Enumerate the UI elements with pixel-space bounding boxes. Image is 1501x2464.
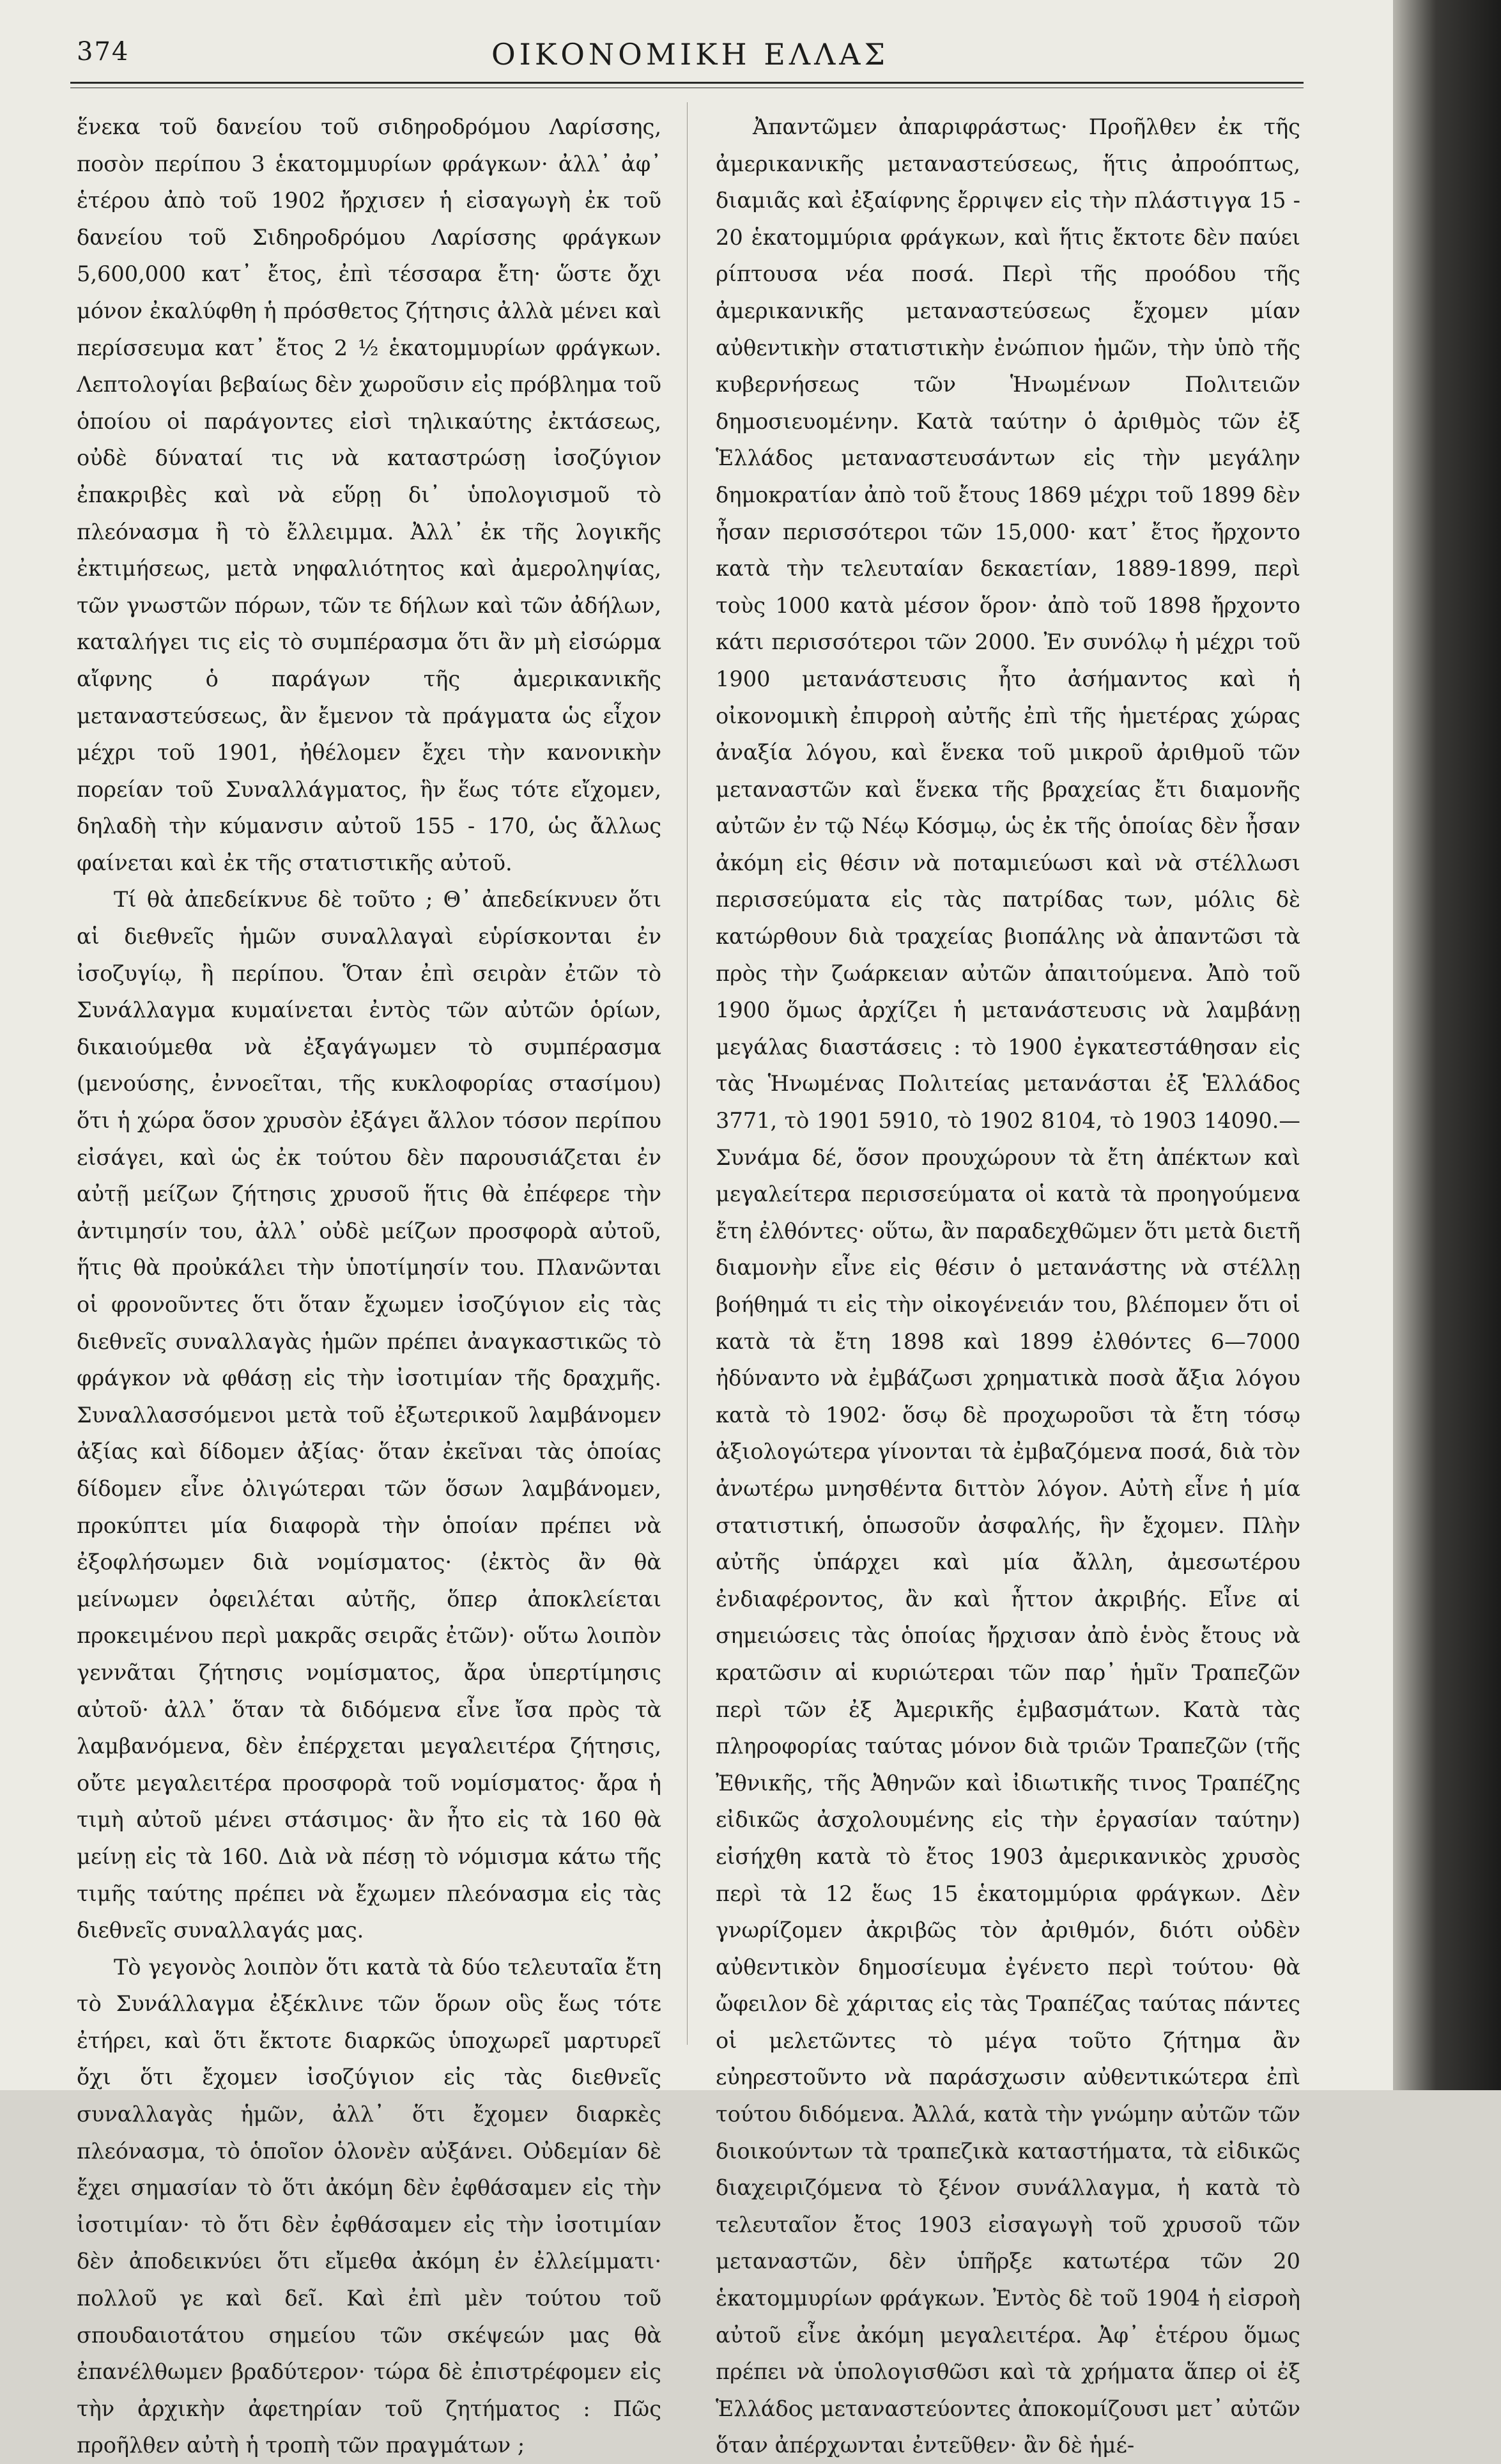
paragraph: Τὸ γεγονὸς λοιπὸν ὅτι κατὰ τὰ δύο τελευταῖα ἔτη τὸ Συνάλλαγμα ἐξέκλινε τῶν ὅρων οὓς ἕως τότε ἐτήρει, καὶ ὅτι ἔκτοτε διαρκῶς ὑποχωρεῖ μαρτυρεῖ ὄχι ὅτι ἔχομεν ἰσοζύγιον εἰς τὰς διεθνεῖς συναλλαγὰς ἡμῶν, ἀλλ᾽ ὅτι ἔχομεν διαρκὲς πλεόνασμα, τὸ ὁποῖον ὁλονὲν αὐξάνει. Οὐδεμίαν δὲ ἔχει σημασίαν τὸ ὅτι ἀκόμη δὲν ἐφθάσαμεν εἰς τὴν ἰσοτιμίαν· τὸ ὅτι δὲν ἐφθάσαμεν εἰς τὴν ἰσοτιμίαν δὲν ἀποδεικνύει ὅτι εἴμεθα ἀκόμη ἐν ἐλλείμματι· πολλοῦ γε καὶ δεῖ. Καὶ ἐπὶ μὲν τούτου τοῦ σπουδαιοτάτου σημείου τῶν σκέψεών μας θὰ ἐπανέλθωμεν βραδύτερον· τώρα δὲ ἐπιστρέφομεν εἰς τὴν ἀρχικὴν ἀφετηρίαν τοῦ ζητήματος : Πῶς προῆλθεν αὐτὴ ἡ τροπὴ τῶν πραγμάτων ; [77, 1954, 661, 2458]
page-number: 374 [77, 37, 130, 66]
paragraph: ἕνεκα τοῦ δανείου τοῦ σιδηροδρόμου Λαρίσσης, ποσὸν περίπου 3 ἑκατομμυρίων φράγκων· ἀλλ᾽ ἀφ᾽ ἑτέρου ἀπὸ τοῦ 1902 ἤρχισεν ἡ εἰσαγωγὴ ἐκ τοῦ δανείου τοῦ Σιδηροδρόμου Λαρίσσης φράγκων 5,600,000 κατ᾽ ἔτος, ἐπὶ τέσσαρα ἔτη· ὥστε ὄχι μόνον ἐκαλύφθη ἡ πρόσθετος ζήτησις ἀλλὰ μένει καὶ περίσσευμα κατ᾽ ἔτος 2 ½ ἑκατομμυρίων φράγκων. Λεπτολογίαι βεβαίως δὲν χωροῦσιν εἰς πρόβλημα τοῦ ὁποίου οἱ παράγοντες εἰσὶ τηλικαύτης ἐκτάσεως, οὐδὲ δύναταί τις νὰ καταστρώσῃ ἰσοζύγιον ἐπακριβὲς καὶ νὰ εὕρῃ δι᾽ ὑπολογισμοῦ τὸ πλεόνασμα ἢ τὸ ἔλλειμμα. Ἀλλ᾽ ἐκ τῆς λογικῆς ἐκτιμήσεως, μετὰ νηφαλιότητος καὶ ἀμεροληψίας, τῶν γνωστῶν πόρων, τῶν τε δήλων καὶ τῶν ἀδήλων, καταλήγει τις εἰς τὸ συμπέρασμα ὅτι ἂν μὴ εἰσώρμα αἴφνης ὁ παράγων τῆς ἀμερικανικῆς μεταναστεύσεως, ἂν ἔμενον τὰ πράγματα ὡς εἶχον μέχρι τοῦ 1901, ἠθέλομεν ἔχει τὴν κανονικὴν πορείαν τοῦ Συναλλάγματος, ἣν ἕως τότε εἴχομεν, δηλαδὴ τὴν κύμανσιν αὐτοῦ 155 - 170, ὡς ἄλλως φαίνεται καὶ ἐκ τῆς στατιστικῆς αὐτοῦ. [77, 114, 661, 875]
header-rule [70, 82, 1304, 84]
running-head [77, 37, 1304, 75]
paragraph: Ἀπαντῶμεν ἀπαριφράστως· Προῆλθεν ἐκ τῆς ἀμερικανικῆς μεταναστεύσεως, ἥτις ἀπροόπτως, διαμιᾶς καὶ ἐξαίφνης ἔρριψεν εἰς τὴν πλάστιγγα 15 - 20 ἑκατομμύρια φράγκων, καὶ ἥτις ἔκτοτε δὲν παύει ρίπτουσα νέα ποσά. Περὶ τῆς προόδου τῆς ἀμερικανικῆς μεταναστεύσεως ἔχομεν μίαν αὐθεντικὴν στατιστικὴν ἐνώπιον ἡμῶν, τὴν ὑπὸ τῆς κυβερνήσεως τῶν Ἡνωμένων Πολιτειῶν δημοσιευομένην. Κατὰ ταύτην ὁ ἀριθμὸς τῶν ἐξ Ἑλλάδος μεταναστευσάντων εἰς τὴν μεγάλην δημοκρατίαν ἀπὸ τοῦ ἔτους 1869 μέχρι τοῦ 1899 δὲν ἦσαν περισσότεροι τῶν 15,000· κατ᾽ ἔτος ἤρχοντο κατὰ τὴν τελευταίαν δεκαετίαν, 1889-1899, περὶ τοὺς 1000 κατὰ μέσον ὅρον· ἀπὸ τοῦ 1898 ἤρχοντο κάτι περισσότεροι τῶν 2000. Ἐν συνόλῳ ἡ μέχρι τοῦ 1900 μετανάστευσις ἦτο ἀσήμαντος καὶ ἡ οἰκονομικὴ ἐπιρροὴ αὐτῆς ἐπὶ τῆς ἡμετέρας χώρας ἀναξία λόγου, καὶ ἕνεκα τοῦ μικροῦ ἀριθμοῦ τῶν μεταναστῶν καὶ ἕνεκα τῆς βραχείας ἔτι διαμονῆς αὐτῶν ἐν τῷ Νέῳ Κόσμῳ, ὡς ἐκ τῆς ὁποίας δὲν ἦσαν ἀκόμη εἰς θέσιν νὰ ποταμιεύωσι καὶ νὰ στέλλωσι περισσεύματα εἰς τὰς πατρίδας των, μόλις δὲ κατώρθουν διὰ τραχείας βιοπάλης νὰ ἀπαντῶσι τὰ πρὸς τὴν ζωάρκειαν αὐτῶν ἀπαιτούμενα. Ἀπὸ τοῦ 1900 ὅμως ἀρχίζει ἡ μετανάστευσις νὰ λαμβάνῃ μεγάλας διαστάσεις : τὸ 1900 ἐγκατεστάθησαν εἰς τὰς Ἡνωμένας Πολιτείας μετανάσται ἐξ Ἑλλάδος 3771, τὸ 1901 5910, τὸ 1902 8104, τὸ 1903 14090.— Συνάμα δέ, ὅσον προυχώρουν τὰ ἔτη ἀπέκτων καὶ μεγαλείτερα περισσεύματα οἱ κατὰ τὰ προηγούμενα ἔτη ἐλθόντες· οὕτω, ἂν παραδεχθῶμεν ὅτι μετὰ διετῆ διαμονὴν εἶνε εἰς θέσιν ὁ μετανάστης νὰ στέλλῃ βοήθημά τι εἰς τὴν οἰκογένειάν του, βλέπομεν ὅτι οἱ κατὰ τὰ ἔτη 1898 καὶ 1899 ἐλθόντες 6—7000 ἠδύναντο νὰ ἐμβάζωσι χρηματικὰ ποσὰ ἄξια λόγου κατὰ τὸ 1902· ὅσῳ δὲ προχωροῦσι τὰ ἔτη τόσῳ ἀξιολογώτερα γίνονται τὰ ἐμβαζόμενα ποσά, διὰ τὸν ἀνωτέρω μνησθέντα διττὸν λόγον. Αὐτὴ εἶνε ἡ μία στατιστική, ὁπωσοῦν ἀσφαλής, ἣν ἔχομεν. Πλὴν αὐτῆς ὑπάρχει καὶ μία ἄλλη, ἀμεσωτέρου ἐνδιαφέροντος, ἂν καὶ ἧττον ἀκριβής. Εἶνε αἱ σημειώσεις τὰς ὁποίας ἤρχισαν ἀπὸ ἑνὸς ἔτους νὰ κρατῶσιν αἱ κυριώτεραι τῶν παρ᾽ ἡμῖν Τραπεζῶν περὶ τῶν ἐξ Ἀμερικῆς ἐμβασμάτων. Κατὰ τὰς πληροφορίας ταύτας μόνον διὰ τριῶν Τραπεζῶν (τῆς Ἐθνικῆς, τῆς Ἀθηνῶν καὶ ἰδιωτικῆς τινος Τραπέζης εἰδικῶς ἀσχολουμένης εἰς τὴν ἐργασίαν ταύτην) εἰσήχθη κατὰ τὸ ἔτος 1903 ἀμερικανικὸς χρυσὸς περὶ τὰ 12 ἕως 15 ἑκατομμύρια φράγκων. Δὲν γνωρίζομεν ἀκριβῶς τὸν ἀριθμόν, διότι οὐδὲν αὐθεντικὸν δημοσίευμα ἐγένετο περὶ τούτου· θὰ ὤφειλον δὲ χάριτας εἰς τὰς Τραπέζας ταύτας πάντες οἱ μελετῶντες τὸ μέγα τοῦτο ζήτημα ἂν εὐηρεστοῦντο νὰ παράσχωσιν αὐθεντικώτερα ἐπὶ τούτου διδόμενα. Ἀλλά, κατὰ τὴν γνώμην αὐτῶν τῶν διοικούντων τὰ τραπεζικὰ καταστήματα, τὰ εἰδικῶς διαχειριζόμενα τὸ ξένον συνάλλαγμα, ἡ κατὰ τὸ τελευταῖον ἔτος 1903 εἰσαγωγὴ τοῦ χρυσοῦ τῶν μεταναστῶν, δὲν ὑπῆρξε κατωτέρα τῶν 20 ἑκατομμυρίων φράγκων. Ἐντὸς δὲ τοῦ 1904 ἡ εἰσροὴ αὐτοῦ εἶνε ἀκόμη μεγαλειτέρα. Ἀφ᾽ ἑτέρου ὅμως πρέπει νὰ ὑπολογισθῶσι καὶ τὰ χρήματα ἅπερ οἱ ἐξ Ἑλλάδος μεταναστεύοντες ἀποκομίζουσι μετ᾽ αὐτῶν ὅταν ἀπέρχωνται ἐντεῦθεν· ἂν δὲ ἡμέ- [716, 114, 1300, 2458]
book-spine-shadow [1393, 0, 1501, 2090]
paragraph: Τί θὰ ἀπεδείκνυε δὲ τοῦτο ; Θ᾽ ἀπεδείκνυεν ὅτι αἱ διεθνεῖς ἡμῶν συναλλαγαὶ εὑρίσκονται ἐν ἰσοζυγίῳ, ἢ περίπου. Ὅταν ἐπὶ σειρὰν ἐτῶν τὸ Συνάλλαγμα κυμαίνεται ἐντὸς τῶν αὐτῶν ὁρίων, δικαιούμεθα νὰ ἐξαγάγωμεν τὸ συμπέρασμα (μενούσης, ἐννοεῖται, τῆς κυκλοφορίας στασίμου) ὅτι ἡ χώρα ὅσον χρυσὸν ἐξάγει ἄλλον τόσον περίπου εἰσάγει, καὶ ὡς ἐκ τούτου δὲν παρουσιάζεται ἐν αὐτῇ μείζων ζήτησις χρυσοῦ ἥτις θὰ ἐπέφερε τὴν ἀντιμησίν του, ἀλλ᾽ οὐδὲ μείζων προσφορὰ αὐτοῦ, ἥτις θὰ προὐκάλει τὴν ὑποτίμησίν του. Πλανῶνται οἱ φρονοῦντες ὅτι ὅταν ἔχωμεν ἰσοζύγιον εἰς τὰς διεθνεῖς συναλλαγὰς ἡμῶν πρέπει ἀναγκαστικῶς τὸ φράγκον νὰ φθάσῃ εἰς τὴν ἰσοτιμίαν τῆς δραχμῆς. Συναλλασσόμενοι μετὰ τοῦ ἐξωτερικοῦ λαμβάνομεν ἀξίας καὶ δίδομεν ἀξίας· ὅταν ἐκεῖναι τὰς ὁποίας δίδομεν εἶνε ὀλιγώτεραι τῶν ὅσων λαμβάνομεν, προκύπτει μία διαφορὰ τὴν ὁποίαν πρέπει νὰ ἐξοφλήσωμεν διὰ νομίσματος· (ἐκτὸς ἂν θὰ μείνωμεν ὀφειλέται αὐτῆς, ὅπερ ἀποκλείεται προκειμένου περὶ μακρᾶς σειρᾶς ἐτῶν)· οὕτω λοιπὸν γεννᾶται ζήτησις νομίσματος, ἄρα ὑπερτίμησις αὐτοῦ· ἀλλ᾽ ὅταν τὰ διδόμενα εἶνε ἴσα πρὸς τὰ λαμβανόμενα, δὲν ἐπέρχεται μεγαλειτέρα ζήτησις, οὔτε μεγαλειτέρα προσφορὰ τοῦ νομίσματος· ἄρα ἡ τιμὴ αὐτοῦ μένει στάσιμος· ἂν ἦτο εἰς τὰ 160 θὰ μείνῃ εἰς τὰ 160. Διὰ νὰ πέσῃ τὸ νόμισμα κάτω τῆς τιμῆς ταύτης πρέπει νὰ ἔχωμεν πλεόνασμα εἰς τὰς διεθνεῖς συναλλαγάς μας. [77, 887, 661, 1943]
journal-title: ΟΙΚΟΝΟΜΙΚΗ ΕΛΛΑΣ [491, 37, 889, 72]
left-column [77, 109, 661, 2458]
column-divider [687, 102, 688, 2045]
right-column [716, 109, 1300, 2458]
